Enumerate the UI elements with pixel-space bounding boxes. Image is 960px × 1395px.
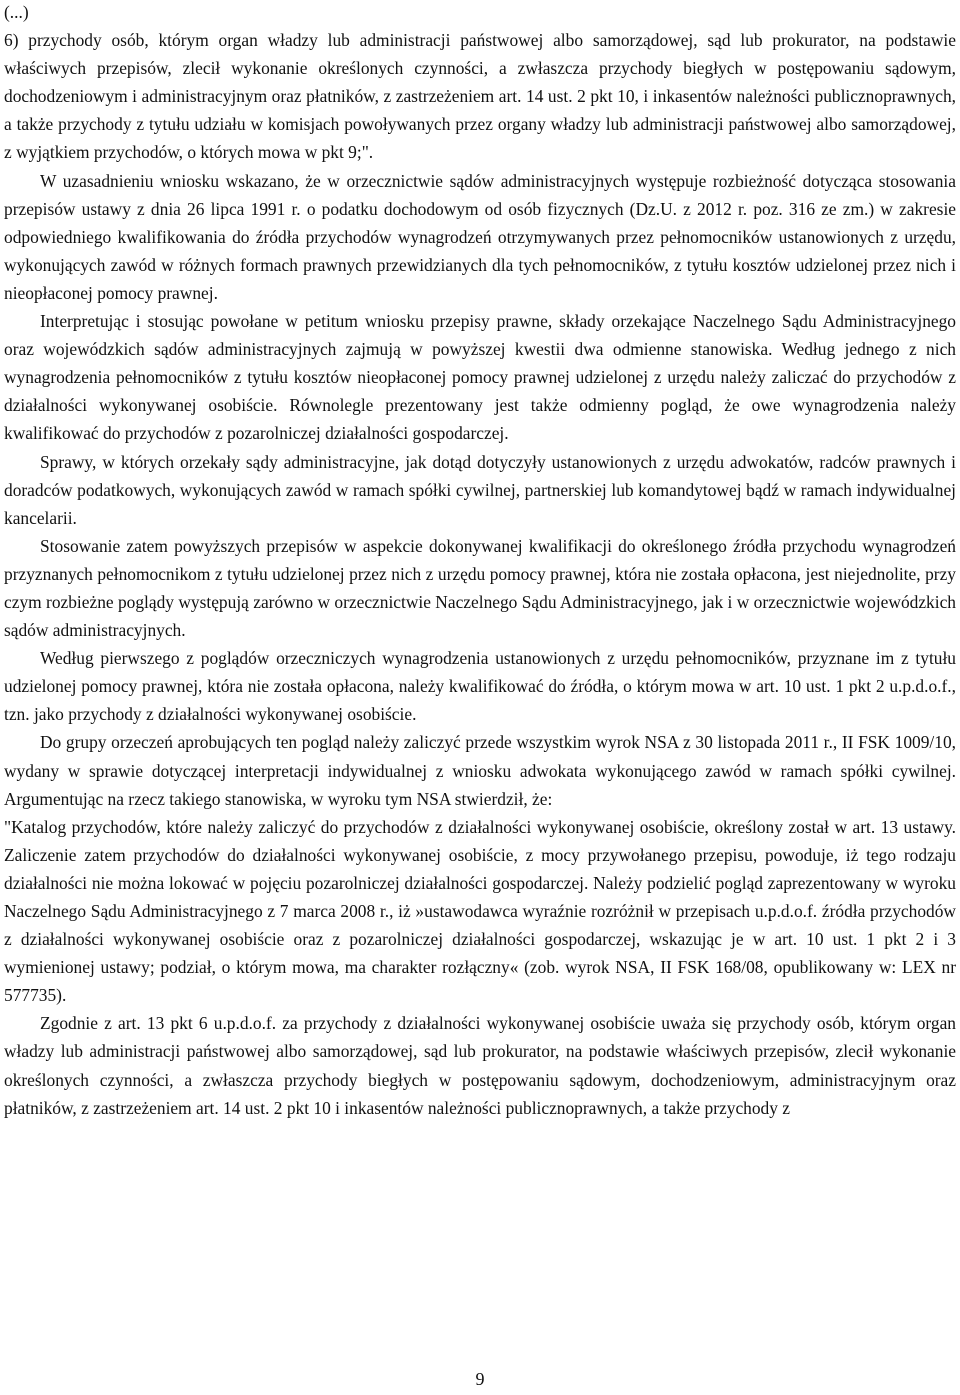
paragraph-first-view: Według pierwszego z poglądów orzeczniczych wynagrodzenia ustanowionych z urzędu pełnomocników, przyznane im z tytułu udzielonej pomocy prawnej, która nie została opłacona, należy kwalifikować do źródła, o którym mowa w art. 10 ust. 1 pkt 2 u.p.d.o.f., tzn. jako przychody z działalności wykonywanej osobiście. (4, 648, 956, 725)
paragraph-ellipsis: (...) (4, 2, 29, 22)
page-number: 9 (475, 1369, 485, 1389)
paragraph-citation: "Katalog przychodów, które należy zaliczyć do przychodów z działalności wykonywanej osobiście, określony został w art. 13 ustawy. Zaliczenie zatem przychodów do działalności wykonywanej osobiście, z mocy przywołanego przepisu, powoduje, iż tego rodzaju działalności nie można lokować w pojęciu pozarolniczej działalności gospodarczej. Należy podzielić pogląd zaprezentowany w wyroku Naczelnego Sądu Administracyjnego z 7 marca 2008 r., iż »ustawodawca wyraźnie rozróżnił w przepisach u.p.d.o.f. źródła przychodów z działalności wykonywanej osobiście oraz z pozarolniczej działalności gospodarczej, wskazując je w art. 10 ust. 1 pkt 2 i 3 wymienionej ustawy; podział, o którym mowa, ma charakter rozłączny« (zob. wyrok NSA, II FSK 168/08, opublikowany w: LEX nr 577735). (4, 816, 956, 1006)
paragraph-cases: Sprawy, w których orzekały sądy administracyjne, jak dotąd dotyczyły ustanowionych z urzędu adwokatów, radców prawnych i doradców podatkowych, wykonujących zawód w ramach spółki cywilnej, partnerskiej lub komandytowej bądź w ramach indywidualnej kancelarii. (4, 451, 956, 528)
paragraph-art13: Zgodnie z art. 13 pkt 6 u.p.d.o.f. za przychody z działalności wykonywanej osobiście uważa się przychody osób, którym organ władzy lub administracji państwowej albo samorządowej, sąd lub prokurator, na podstawie właściwych przepisów, zlecił wykonanie określonych czynności, a zwłaszcza przychody biegłych w postępowaniu sądowym, dochodzeniowym, administracyjnym oraz płatników, z zastrzeżeniem art. 14 ust. 2 pkt 10 i inkasentów należności publicznoprawnych, a także przychody z (4, 1013, 956, 1118)
document-body (4, 0, 956, 1122)
paragraph-two-positions: Interpretując i stosując powołane w petitum wniosku przepisy prawne, składy orzekające Naczelnego Sądu Administracyjnego oraz wojewódzkich sądów administracyjnych zajmują w powyższej kwestii dwa odmienne stanowiska. Według jednego z nich wynagrodzenia pełnomocników z tytułu kosztów nieopłaconej pomocy prawnej udzielonej z urzędu należy zaliczać do przychodów z działalności wykonywanej osobiście. Równolegle prezentowany jest także odmienny pogląd, że owe wynagrodzenia należy kwalifikować do przychodów z pozarolniczej działalności gospodarczej. (4, 311, 956, 444)
paragraph-quoted-provision: 6) przychody osób, którym organ władzy lub administracji państwowej albo samorządowej, sąd lub prokurator, na podstawie właściwych przepisów, zlecił wykonanie określonych czynności, a zwłaszcza przychody biegłych w postępowaniu sądowym, dochodzeniowym i administracyjnym oraz płatników, z zastrzeżeniem art. 14 ust. 2 pkt 10, i inkasentów należności publicznoprawnych, a także przychody z tytułu udziału w komisjach powoływanych przez organy władzy lub administracji państwowej albo samorządowej, z wyjątkiem przychodów, o których mowa w pkt 9;". (4, 30, 956, 163)
paragraph-judgments: Do grupy orzeczeń aprobujących ten pogląd należy zaliczyć przede wszystkim wyrok NSA z 30 listopada 2011 r., II FSK 1009/10, wydany w sprawie dotyczącej interpretacji indywidualnej z wniosku adwokata wykonującego zawód w ramach spółki cywilnej. Argumentując na rzecz takiego stanowiska, w wyroku tym NSA stwierdził, że: (4, 732, 956, 809)
paragraph-inconsistency: Stosowanie zatem powyższych przepisów w aspekcie dokonywanej kwalifikacji do określonego źródła przychodu wynagrodzeń przyznanych pełnomocnikom z tytułu udzielonej przez nich z urzędu pomocy prawnej, która nie została opłacona, jest niejednolite, przy czym rozbieżne poglądy występują zarówno w orzecznictwie Naczelnego Sądu Administracyjnego, jak i w orzecznictwie wojewódzkich sądów administracyjnych. (4, 535, 956, 641)
paragraph-justification: W uzasadnieniu wniosku wskazano, że w orzecznictwie sądów administracyjnych występuje rozbieżność dotycząca stosowania przepisów ustawy z dnia 26 lipca 1991 r. o podatku dochodowym od osób fizycznych (Dz.U. z 2012 r. poz. 316 ze zm.) w zakresie odpowiedniego kwalifikowania do źródła przychodów wynagrodzeń otrzymywanych przez pełnomocników ustanowionych z urzędu, wykonujących zawód w różnych formach prawnych przewidzianych dla tych pełnomocników, z tytułu kosztów udzielonej przez nich i nieopłaconej pomocy prawnej. (4, 170, 956, 303)
